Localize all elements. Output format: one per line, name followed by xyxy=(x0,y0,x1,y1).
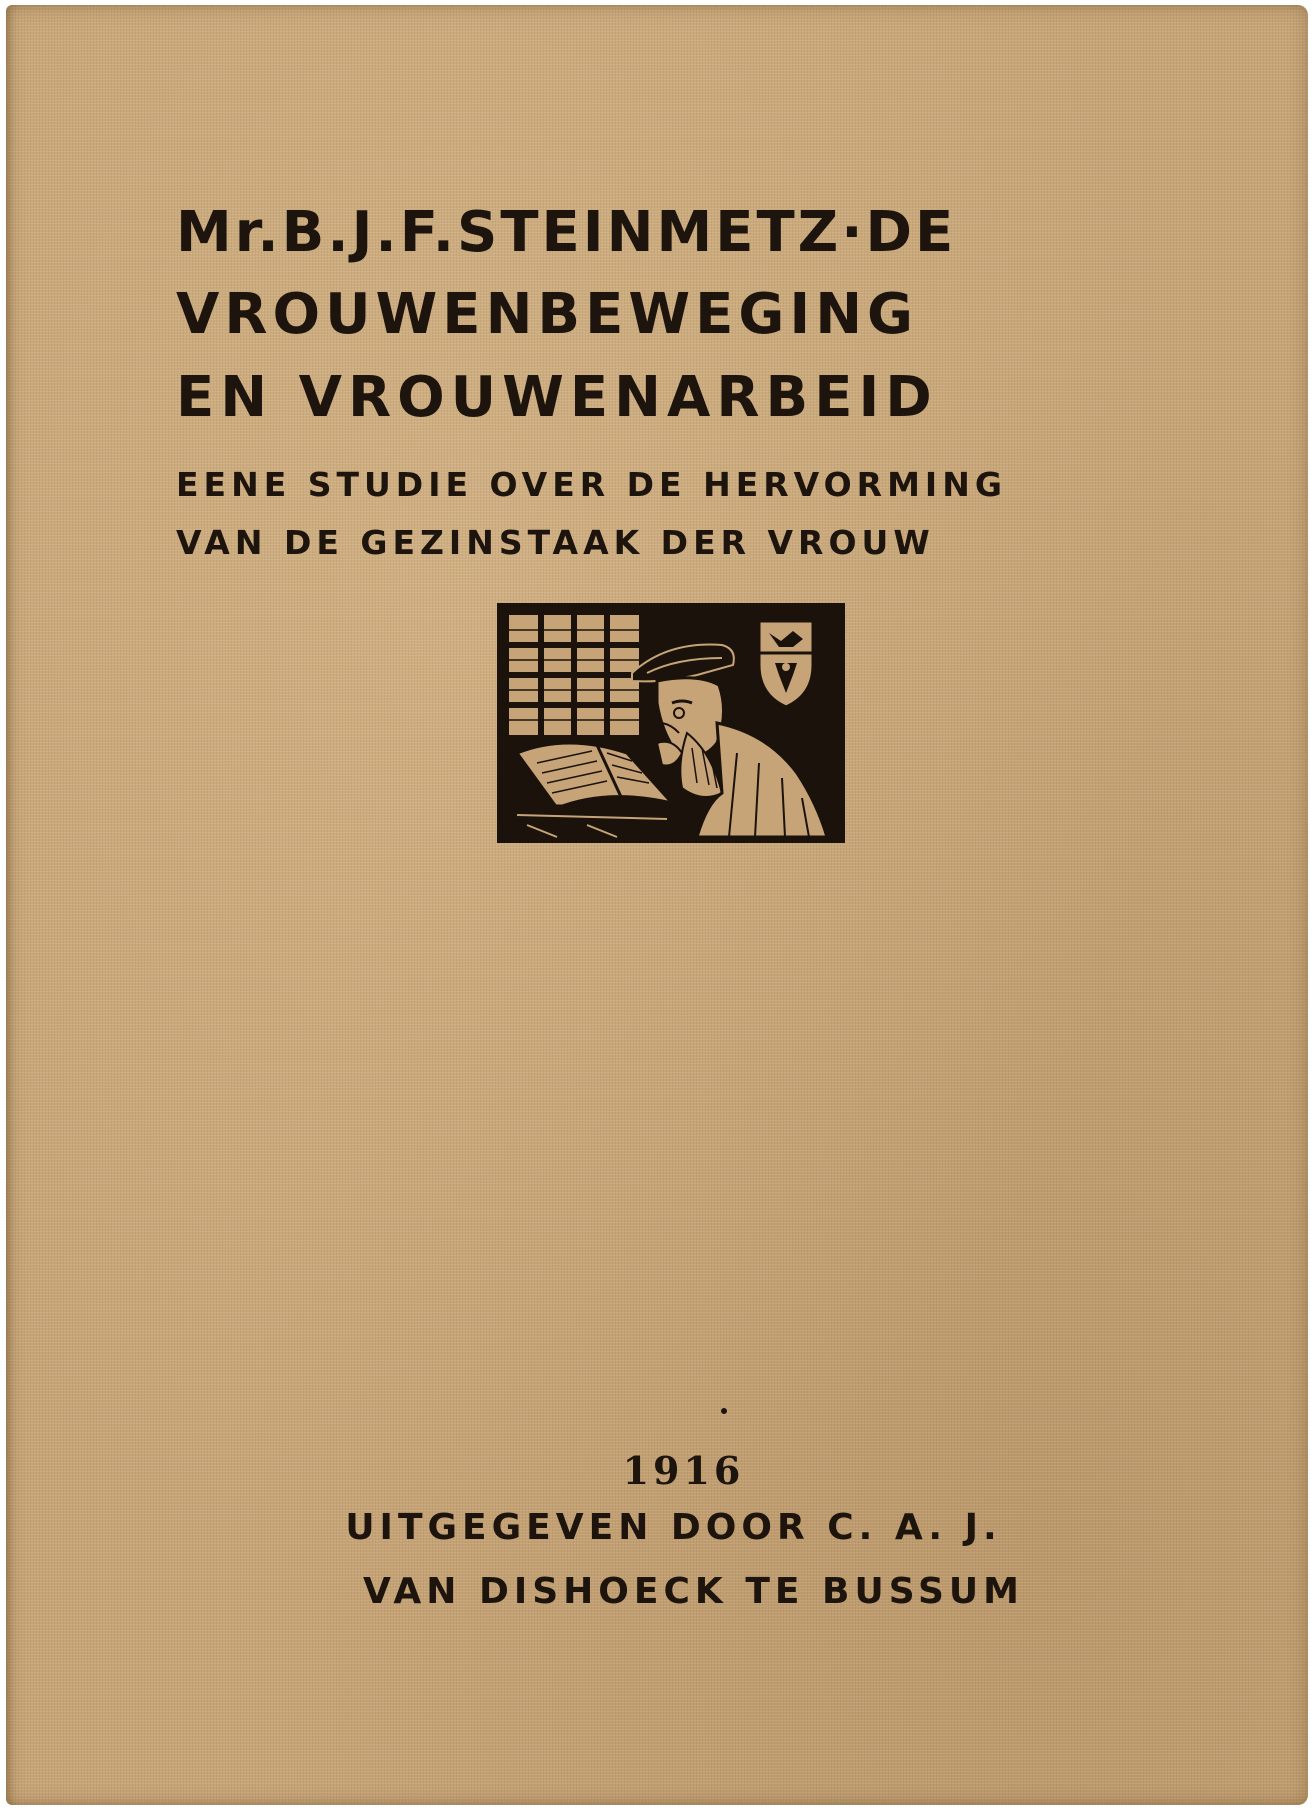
subtitle-line-1: EENE STUDIE OVER DE HERVORMING xyxy=(176,465,1007,504)
title-line-3: EN VROUWENARBEID xyxy=(176,365,938,430)
book-cover xyxy=(6,5,1308,1805)
publisher-line-1: UITGEGEVEN DOOR C. A. J. xyxy=(345,1507,1002,1548)
coat-of-arms xyxy=(759,621,813,707)
ornament-dot xyxy=(721,1408,727,1414)
title-line-2: VROUWENBEWEGING xyxy=(176,282,919,347)
author-title-line: Mr.B.J.F.STEINMETZ·DE xyxy=(176,200,957,265)
subtitle-line-2: VAN DE GEZINSTAAK DER VROUW xyxy=(176,523,935,562)
publication-year: 1916 xyxy=(622,1448,745,1493)
publisher-line-2: VAN DISHOECK TE BUSSUM xyxy=(363,1571,1024,1612)
window-panes xyxy=(509,615,639,735)
woodcut-illustration xyxy=(497,603,845,843)
